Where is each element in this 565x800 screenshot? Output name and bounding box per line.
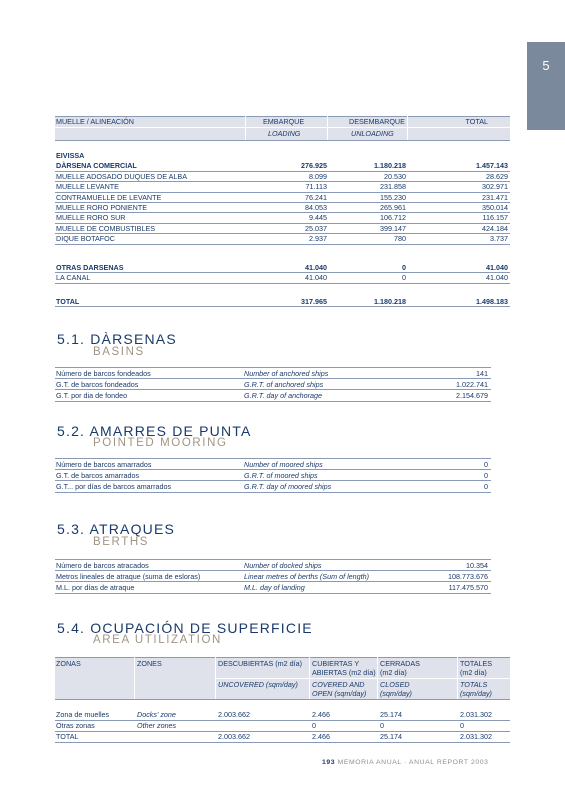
value: 2.154.679 bbox=[456, 391, 488, 400]
unloading-value: 0 bbox=[402, 263, 406, 272]
unloading-value: 265.961 bbox=[380, 202, 406, 212]
table-row bbox=[55, 273, 510, 283]
label-en: G.R.T. day of moored ships bbox=[244, 482, 332, 491]
loading-value: 2.937 bbox=[309, 234, 327, 244]
berth-list-1 bbox=[55, 172, 510, 245]
unloading-value: 20.530 bbox=[384, 171, 406, 181]
header-muelle: MUELLE / ALINEACIÓN bbox=[56, 117, 134, 126]
table-row bbox=[55, 571, 491, 583]
table-row bbox=[55, 367, 491, 379]
value: 0 bbox=[484, 470, 488, 480]
total-value: 302.971 bbox=[482, 182, 508, 192]
zone: Docks' zone bbox=[137, 710, 176, 719]
label-es: G.T. de barcos amarrados bbox=[56, 470, 140, 480]
header-loading: LOADING bbox=[268, 128, 301, 138]
port-row bbox=[55, 151, 510, 161]
group-row bbox=[55, 161, 510, 171]
value: 0 bbox=[484, 482, 488, 491]
label-es: Número de barcos atracados bbox=[56, 561, 149, 570]
total-value: 41.040 bbox=[486, 263, 508, 272]
loading-value: 76.241 bbox=[305, 192, 327, 202]
header-cerradas-1: CERRADAS bbox=[380, 659, 420, 668]
header-uncovered: UNCOVERED (sqm/day) bbox=[218, 680, 298, 689]
unloading-value: 1.180.218 bbox=[374, 297, 406, 306]
uncovered-value: 2.003.662 bbox=[218, 732, 250, 741]
zona: Zona de muelles bbox=[56, 710, 110, 719]
closed-value: 25.174 bbox=[380, 732, 402, 741]
table-row bbox=[55, 213, 510, 223]
total-label: TOTAL bbox=[56, 297, 80, 306]
total-value: 350.014 bbox=[482, 202, 508, 212]
header-totales-1: TOTALES bbox=[460, 659, 493, 668]
page-number: 193 bbox=[322, 759, 336, 766]
section-subtitle-berths: BERTHS bbox=[93, 536, 150, 548]
table-row bbox=[55, 721, 510, 732]
table-row bbox=[55, 224, 510, 234]
value: 0 bbox=[484, 460, 488, 469]
page-footer bbox=[322, 759, 489, 766]
total-row bbox=[55, 732, 510, 743]
header-zonas: ZONAS bbox=[56, 659, 81, 668]
value: 141 bbox=[476, 369, 488, 378]
table-row bbox=[55, 172, 510, 182]
berths-table bbox=[55, 559, 491, 594]
section-title-mooring: 5.2. AMARRES DE PUNTA bbox=[57, 423, 252, 439]
group-name: DÀRSENA COMERCIAL bbox=[56, 161, 137, 171]
port-name: EIVISSA bbox=[56, 151, 85, 160]
chapter-number: 5 bbox=[542, 58, 550, 73]
header-desembarque: DESEMBARQUE bbox=[349, 117, 405, 126]
total-value: 0 bbox=[460, 721, 464, 730]
group-row bbox=[55, 263, 510, 273]
table-row bbox=[55, 182, 510, 192]
table-row bbox=[55, 234, 510, 244]
table-row bbox=[55, 193, 510, 203]
table-row bbox=[55, 559, 491, 571]
table-row bbox=[55, 458, 491, 470]
unloading-value: 780 bbox=[394, 234, 406, 244]
covered-value: 2.466 bbox=[312, 710, 330, 719]
label-es: M.L. por días de atraque bbox=[56, 583, 135, 592]
uncovered-value: 2.003.662 bbox=[218, 710, 250, 719]
covered-value: 0 bbox=[312, 721, 316, 730]
closed-value: 0 bbox=[380, 721, 384, 730]
table-row bbox=[55, 390, 491, 402]
header-totals-2: (sqm/day) bbox=[460, 689, 492, 698]
header-totales-2: (m2 día) bbox=[460, 668, 487, 677]
total-value: 424.184 bbox=[482, 223, 508, 233]
loading-value: 41.040 bbox=[305, 273, 327, 283]
berth-name: LA CANAL bbox=[56, 273, 91, 283]
section-title-basins: 5.1. DÀRSENAS bbox=[57, 331, 177, 347]
zone: Other zones bbox=[137, 721, 177, 730]
header-cerradas-2: (m2 día) bbox=[380, 668, 407, 677]
label-es: G.T. de barcos fondeados bbox=[56, 379, 139, 389]
label-es: G.T. por dia de fondeo bbox=[56, 391, 128, 400]
total-value: 1.457.143 bbox=[476, 161, 508, 171]
total-value: 41.040 bbox=[486, 273, 508, 283]
berth-name: MUELLE DE COMBUSTIBLES bbox=[56, 223, 156, 233]
header-covered-1: COVERED AND bbox=[312, 680, 365, 689]
berth-name: MUELLE RORO PONIENTE bbox=[56, 202, 148, 212]
total-value: 3.737 bbox=[490, 234, 508, 244]
berth-name: DIQUE BOTAFOC bbox=[56, 234, 115, 244]
loading-value: 25.037 bbox=[305, 223, 327, 233]
berth-name: CONTRAMUELLE DE LEVANTE bbox=[56, 192, 162, 202]
total-value: 231.471 bbox=[482, 192, 508, 202]
total-value: 116.157 bbox=[482, 213, 508, 223]
header-unloading: UNLOADING bbox=[351, 128, 394, 138]
covered-value: 2.466 bbox=[312, 732, 330, 741]
section-subtitle-area: AREA UTILIZATION bbox=[93, 634, 222, 646]
table-row bbox=[55, 582, 491, 594]
unloading-value: 0 bbox=[402, 273, 406, 283]
total-value: 2.031.302 bbox=[460, 710, 492, 719]
header-zones: ZONES bbox=[137, 659, 162, 668]
loading-value: 41.040 bbox=[305, 263, 327, 272]
berth-name: MUELLE RORO SUR bbox=[56, 213, 126, 223]
unloading-value: 106.712 bbox=[380, 213, 406, 223]
section-subtitle-basins: BASINS bbox=[93, 346, 145, 358]
zona: TOTAL bbox=[56, 732, 79, 741]
header-embarque: EMBARQUE bbox=[263, 117, 305, 126]
unloading-value: 231.858 bbox=[380, 182, 406, 192]
section-subtitle-mooring: POINTED MOORING bbox=[93, 437, 228, 449]
header-cubiertas-1: CUBIERTAS Y bbox=[312, 659, 360, 668]
section-title-area: 5.4. OCUPACIÓN DE SUPERFICIE bbox=[57, 620, 313, 636]
value: 1.022.741 bbox=[456, 379, 488, 389]
berth-name: MUELLE ADOSADO DUQUES DE ALBA bbox=[56, 171, 188, 181]
footer-text: MEMORIA ANUAL · ANUAL REPORT 2003 bbox=[337, 759, 489, 766]
label-es: G.T... por días de barcos amarrados bbox=[56, 482, 172, 491]
mooring-table bbox=[55, 458, 491, 493]
header-closed-2: (sqm/day) bbox=[380, 689, 412, 698]
chapter-tab bbox=[527, 42, 565, 130]
label-es: Metros lineales de atraque (suma de esloras) bbox=[56, 571, 201, 581]
header-descubiertas: DESCUBIERTAS (m2 día) bbox=[218, 659, 303, 668]
value: 117.475.570 bbox=[448, 583, 488, 592]
value: 108.773.676 bbox=[448, 571, 488, 581]
total-row bbox=[55, 297, 510, 307]
table-row bbox=[55, 481, 491, 493]
loading-value: 8.099 bbox=[309, 171, 327, 181]
label-en: G.R.T. of anchored ships bbox=[244, 379, 324, 389]
label-en: Linear metres of berths (Sum of length) bbox=[244, 571, 370, 581]
label-es: Número de barcos amarrados bbox=[56, 460, 152, 469]
loading-value: 84.053 bbox=[305, 202, 327, 212]
label-en: Number of moored ships bbox=[244, 460, 323, 469]
unloading-value: 1.180.218 bbox=[374, 161, 406, 171]
table-row bbox=[55, 710, 510, 721]
loading-value: 276.925 bbox=[301, 161, 327, 171]
basins-table bbox=[55, 367, 491, 402]
table-row bbox=[55, 379, 491, 391]
loading-value: 9.445 bbox=[309, 213, 327, 223]
header-closed-1: CLOSED bbox=[380, 680, 410, 689]
total-value: 28.629 bbox=[486, 171, 508, 181]
closed-value: 25.174 bbox=[380, 710, 402, 719]
total-value: 1.498.183 bbox=[476, 297, 508, 306]
unloading-value: 399.147 bbox=[380, 223, 406, 233]
zona: Otras zonas bbox=[56, 721, 95, 730]
total-value: 2.031.302 bbox=[460, 732, 492, 741]
berth-name: MUELLE LEVANTE bbox=[56, 182, 119, 192]
value: 10.354 bbox=[466, 561, 488, 570]
unloading-value: 155.230 bbox=[380, 192, 406, 202]
table-row bbox=[55, 203, 510, 213]
header-covered-2: OPEN (sqm/day) bbox=[312, 689, 367, 698]
table-row bbox=[55, 470, 491, 482]
label-en: G.R.T. day of anchorage bbox=[244, 391, 323, 400]
group-name: OTRAS DARSENAS bbox=[56, 263, 124, 272]
label-en: Number of anchored ships bbox=[244, 369, 329, 378]
loading-value: 317.965 bbox=[301, 297, 327, 306]
section-title-berths: 5.3. ATRAQUES bbox=[57, 521, 176, 537]
header-total: TOTAL bbox=[465, 117, 488, 126]
header-cubiertas-2: ABIERTAS (m2 día) bbox=[312, 668, 376, 677]
loading-value: 71.113 bbox=[305, 182, 327, 192]
header-totals-1: TOTALS bbox=[460, 680, 488, 689]
label-en: G.R.T. of moored ships bbox=[244, 470, 318, 480]
label-en: Number of docked ships bbox=[244, 561, 322, 570]
label-en: M.L. day of landing bbox=[244, 583, 305, 592]
label-es: Número de barcos fondeados bbox=[56, 369, 151, 378]
